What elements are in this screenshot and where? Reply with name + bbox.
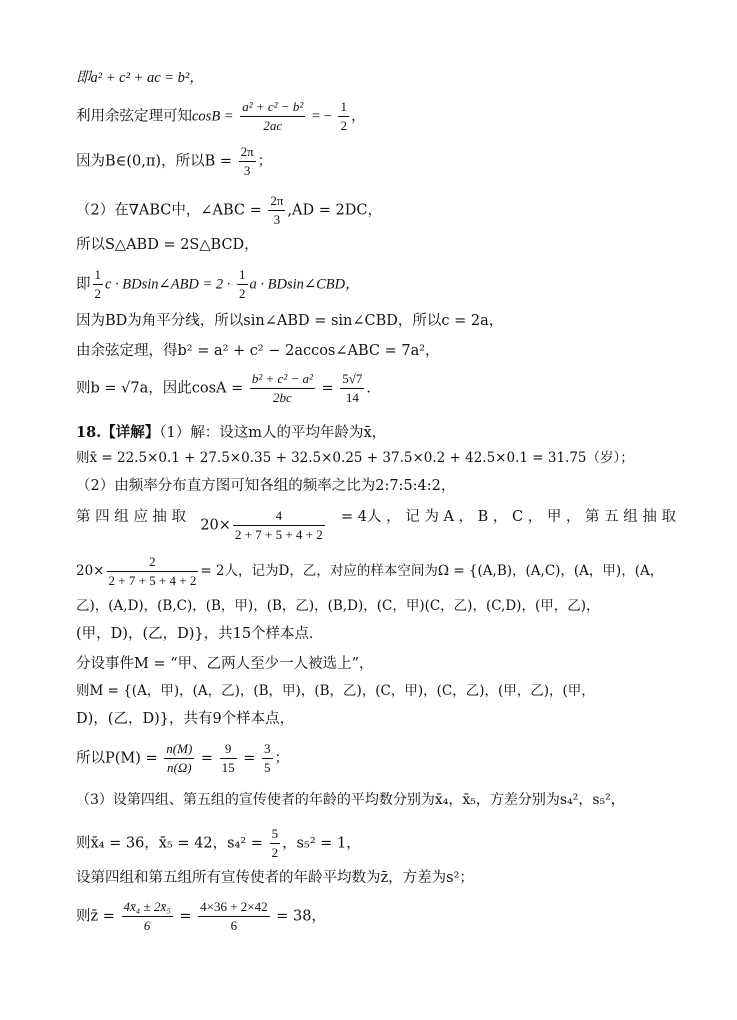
text: 利用余弦定理可知 — [76, 108, 192, 125]
line-14 — [76, 553, 663, 590]
line-19 — [76, 709, 294, 729]
fraction — [107, 553, 199, 590]
line-11 — [76, 448, 634, 468]
text: ， — [350, 108, 366, 125]
fraction — [340, 370, 364, 407]
line-23 — [76, 868, 474, 888]
line-5 — [76, 235, 259, 255]
line-8 — [76, 341, 440, 361]
fraction — [240, 98, 305, 135]
text: D)，(乙，D)}，共有9个样本点， — [76, 711, 295, 727]
text: 则z̄ = — [76, 908, 115, 925]
line-18 — [76, 681, 595, 701]
numerator: 2π — [268, 192, 285, 211]
numerator: 2 — [107, 553, 199, 572]
denominator: 2 — [94, 286, 101, 301]
text: （2）在∇ABC中，∠ABC = — [76, 202, 262, 219]
text: （1）解：设这m人的平均年龄为x̄， — [159, 425, 387, 441]
denominator: 2 — [340, 118, 347, 133]
math: 20× — [200, 517, 231, 534]
text: ； — [257, 153, 273, 170]
line-2 — [76, 98, 365, 135]
numerator: b² + c² − a² — [250, 370, 315, 389]
math: c · BDsin∠ABD = 2 · — [105, 276, 231, 293]
denominator: 15 — [221, 760, 235, 775]
denominator: 2bc — [273, 390, 292, 405]
math: = — [179, 908, 192, 925]
text: 则x̄₄ = 36，x̄₅ = 42，s₄² = — [76, 835, 263, 852]
text: 所以S△ABD = 2S△BCD， — [76, 237, 259, 253]
numerator: 1 — [93, 266, 104, 285]
expression — [200, 507, 326, 544]
denominator: 2 + 7 + 5 + 4 + 2 — [234, 527, 323, 542]
fraction — [250, 370, 315, 407]
text: ,AD = 2DC， — [287, 202, 382, 219]
problem-number: 18. — [76, 424, 102, 441]
text: (甲，D)，(乙，D)}，共15个样本点． — [76, 626, 324, 642]
math: = — [321, 380, 334, 397]
numerator: n(M) — [164, 740, 194, 759]
fraction — [237, 266, 248, 303]
text: （2）由频率分布直方图可知各组的频率之比为2:7:5:4:2， — [76, 478, 456, 494]
numerator: 4x̄₄ ± 2x̄₅ — [122, 898, 173, 917]
line-6 — [76, 266, 360, 303]
text: = 38， — [276, 908, 326, 925]
line-3 — [76, 143, 272, 180]
numerator: a² + c² − b² — [240, 98, 305, 117]
text: 则b = √7a，因此cosA = — [76, 380, 244, 397]
text: 第 四 组 应 抽 取 — [76, 509, 187, 525]
text: = 4人 ， 记 为 A ， B ， C ， 甲 ， 第 五 组 抽 取 — [341, 509, 676, 525]
line-4 — [76, 192, 382, 229]
math: a · BDsin∠CBD， — [249, 276, 360, 293]
fraction — [270, 825, 281, 862]
numerator: 1 — [338, 98, 349, 117]
fraction — [262, 740, 273, 777]
numerator: 5√7 — [340, 370, 364, 389]
text: ，s₅² = 1， — [282, 835, 361, 852]
text: （3）设第四组、第五组的宣传使者的年龄的平均数分别为x̄₄，x̄₅，方差分别为s₄²，s₅²， — [76, 792, 625, 808]
line-13 — [76, 507, 676, 544]
text: 因为B∈(0,π)，所以B = — [76, 153, 232, 170]
denominator: 6 — [230, 918, 238, 933]
numerator: 1 — [237, 266, 248, 285]
line-15 — [76, 596, 599, 616]
denominator: 6 — [143, 918, 151, 933]
math: = − — [311, 108, 332, 125]
text: = 2人，记为D，乙，对应的样本空间为Ω = {(A,B)，(A,C)，(A，甲)，(A， — [200, 563, 664, 579]
numerator: 5 — [270, 825, 281, 844]
denominator: 14 — [345, 390, 359, 405]
text: 即 — [76, 276, 91, 293]
line-9 — [76, 370, 381, 407]
fraction — [239, 143, 256, 180]
line-1 — [76, 68, 204, 88]
numerator: 2π — [239, 143, 256, 162]
text: ； — [274, 750, 290, 767]
numerator: 9 — [220, 740, 237, 759]
line-10 — [76, 423, 386, 443]
denominator: 5 — [264, 760, 271, 775]
text: 则x̄ = 22.5×0.1 + 27.5×0.35 + 32.5×0.25 + 37.5×0.2 + 42.5×0.1 = 31.75（岁）； — [76, 450, 634, 466]
text: 分设事件M = “甲、乙两人至少一人被选上”， — [76, 656, 374, 672]
numerator: 3 — [262, 740, 273, 759]
line-20 — [76, 740, 289, 777]
section-tag: 【详解】 — [101, 424, 160, 441]
denominator: 2 + 7 + 5 + 4 + 2 — [108, 573, 197, 588]
fraction — [233, 507, 325, 544]
denominator: n(Ω) — [167, 760, 192, 775]
text: 所以P(M) = — [76, 750, 158, 767]
equation-text: 即a² + c² + ac = b²， — [76, 70, 204, 86]
denominator: 2ac — [263, 118, 283, 133]
math: = — [243, 750, 256, 767]
denominator: 2 — [239, 286, 246, 301]
line-12 — [76, 476, 455, 496]
text: 由余弦定理，得b² = a² + c² − 2accos∠ABC = 7a²， — [76, 343, 440, 359]
fraction — [268, 192, 285, 229]
numerator: 4 — [233, 507, 325, 526]
denominator: 3 — [243, 163, 251, 178]
line-7 — [76, 311, 503, 331]
math: = — [200, 750, 214, 767]
math: 20× — [76, 563, 105, 579]
numerator: 4×36 + 2×42 — [198, 898, 270, 917]
text: 设第四组和第五组所有宣传使者的年龄平均数为z̄，方差为s²； — [76, 870, 474, 886]
text: ． — [366, 380, 381, 397]
denominator: 3 — [273, 212, 281, 227]
fraction — [122, 898, 173, 935]
line-24 — [76, 898, 326, 935]
text: 则M = {(A，甲)，(A，乙)，(B，甲)，(B，乙)，(C，甲)，(C，乙)，(甲，乙)，(甲， — [76, 683, 595, 699]
fraction — [198, 898, 270, 935]
denominator: 2 — [271, 845, 279, 860]
text: 因为BD为角平分线，所以sin∠ABD = sin∠CBD，所以c = 2a， — [76, 313, 504, 329]
fraction — [338, 98, 349, 135]
fraction — [164, 740, 194, 777]
line-16 — [76, 624, 324, 644]
line-22 — [76, 825, 361, 862]
fraction — [93, 266, 104, 303]
line-21 — [76, 790, 625, 810]
fraction — [220, 740, 237, 777]
line-17 — [76, 654, 374, 674]
math: cosB = — [192, 108, 234, 125]
text: 乙)，(A,D)，(B,C)，(B，甲)，(B，乙)，(B,D)，(C，甲)(C，乙)，(C,D)，(甲，乙)， — [76, 598, 600, 614]
